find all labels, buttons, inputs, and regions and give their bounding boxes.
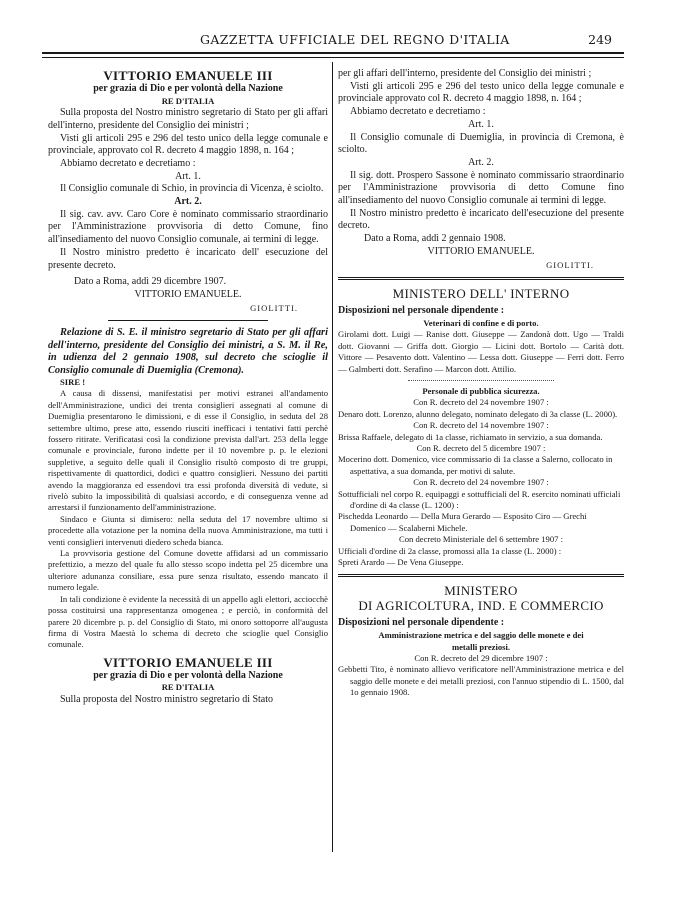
vet-text: Girolami dott. Luigi — Ranise dott. Giuseppe — Zandonà dott. Ugo — Traldi dott. Giovanni — Griffa dott. Giorgio — Licini dott. Bortolo — Carità dott. Vittore — Pesavento dott. Valentino — Lessa dott. Giuseppe — Ferri dott. Ferro — Galmberti dott. Serafino — Marcon dott. Attilio. bbox=[338, 329, 624, 374]
gazette-title: GAZZETTA UFFICIALE DEL REGNO D'ITALIA bbox=[200, 32, 510, 47]
ps-decree1: Con R. decreto del 24 novembre 1907 : bbox=[413, 397, 549, 408]
agri-heading2: DI AGRICOLTURA, IND. E COMMERCIO bbox=[358, 598, 604, 614]
agri-heading1: MINISTERO bbox=[444, 583, 518, 599]
agri-section: Amministrazione metrica e del saggio delle monete e dei metalli preziosi. bbox=[378, 630, 584, 652]
rdecree-p2: Visti gli articoli 295 e 296 del testo unico della legge comunale e provinciale approvato col R. decreto 4 maggio 1898, n. 164 ; bbox=[338, 80, 624, 105]
ps-title: Personale di pubblica sicurezza. bbox=[422, 385, 540, 396]
page-number: 249 bbox=[588, 32, 612, 47]
ps-decree3: Con R. decreto del 5 dicembre 1907 : bbox=[416, 443, 546, 454]
report-p4: In tali condizione è evidente la necessità di un appello agli elettori, acciocchè possa costituirsi una rappresentanza omogenea ; e perciò, in conformità del parere 20 dicembre p. p. del Consiglio di Stato, mi onoro sottoporre all'augusta firma di Vostra Maestà lo schema di decreto che scioglie quel Consiglio comunale. bbox=[48, 593, 328, 650]
ps-decree2: Con R. decreto del 14 novembre 1907 : bbox=[413, 420, 549, 431]
decree1-re: RE D'ITALIA bbox=[161, 95, 215, 106]
interno-sub: Disposizioni nel personale dipendente : bbox=[338, 305, 505, 317]
decree2-p1: Sulla proposta del Nostro ministro segretario di Stato bbox=[60, 693, 274, 705]
rdecree-art2: Art. 2. bbox=[468, 156, 494, 168]
ps-decree4-names: Pischedda Leonardo — Della Mura Gerardo — Esposito Ciro — Grechi Domenico — Scalaberni Michele. bbox=[338, 511, 587, 533]
section-double-rule bbox=[338, 277, 624, 280]
ps-decree5-text: Ufficiali d'ordine di 2a classe, promossi alla 1a classe (L. 2000) : bbox=[338, 545, 562, 556]
ps-decree5-names: Spreti Arardo — De Vena Giuseppe. bbox=[338, 557, 464, 568]
agri-decree1: Con R. decreto del 29 dicembre 1907 : bbox=[414, 653, 548, 663]
decree1-grace: per grazia di Dio e per volontà della Nazione bbox=[93, 83, 283, 94]
rdecree-countersign: GIOLITTI. bbox=[546, 259, 594, 270]
decree1-signature: VITTORIO EMANUELE. bbox=[134, 288, 242, 300]
agri-sub: Disposizioni nel personale dipendente : bbox=[338, 617, 505, 629]
decree1-p5: Il sig. cav. avv. Caro Core è nominato commissario straordinario per l'Amministrazione provvisoria di detto Comune, fino all'insediamento del nuovo Consiglio comunale, ai termini di legge. bbox=[48, 208, 328, 246]
ps-decree1-text: Denaro dott. Lorenzo, alunno delegato, nominato delegato di 3a classe (L. 2000). bbox=[338, 408, 618, 419]
decree1-p1: Sulla proposta del Nostro ministro segretario di Stato per gli affari dell'interno, presidente del Consiglio dei ministri ; bbox=[48, 107, 328, 131]
rdecree-p1: per gli affari dell'interno, presidente del Consiglio dei ministri ; bbox=[338, 68, 592, 79]
decree1-date: Dato a Roma, addì 29 dicembre 1907. bbox=[74, 276, 227, 288]
report-p3: La provvisoria gestione del Comune dovette affidarsi ad un commissario prefettizio, a mezzo del quale fu allo stesso scopo indetta pel 25 dicembre una ulteriore adunanza consiliare, essa pure senza risultato, essendo mancato il numero legale. bbox=[48, 548, 328, 593]
dotted-divider bbox=[408, 380, 554, 381]
rdecree-p3: Abbiamo decretato e decretiamo : bbox=[350, 106, 486, 118]
interno-heading: MINISTERO DELL' INTERNO bbox=[392, 286, 570, 302]
rdecree-p5: Il sig. dott. Prospero Sassone è nominato commissario straordinario per l'Amministrazione provvisoria di detto Comune fino all'insediamento del nuovo Consiglio comunale ai termini di legge. bbox=[338, 169, 624, 207]
decree2-grace: per grazia di Dio e per volontà della Nazione bbox=[93, 669, 283, 681]
rdecree-p4: Il Consiglio comunale di Duemiglia, in provincia di Cremona, è sciolto. bbox=[338, 131, 624, 156]
ps-decree4: Con R. decreto del 24 novembre 1907 : bbox=[413, 477, 549, 488]
decree1-p6: Il Nostro ministro predetto è incaricato dell' esecuzione del presente decreto. bbox=[48, 246, 328, 271]
ps-decree4-text: Sottufficiali nel corpo R. equipaggi e sottufficiali del R. esercito nominati ufficiali d'ordine di 4a classe (L. 1200) : bbox=[338, 488, 621, 511]
decree1-p4: Il Consiglio comunale di Schio, in provincia di Vicenza, è sciolto. bbox=[60, 183, 324, 195]
decree1-countersign: GIOLITTI. bbox=[250, 302, 298, 313]
report-sire: SIRE ! bbox=[60, 376, 86, 387]
column-divider bbox=[332, 62, 333, 852]
right-column bbox=[338, 68, 624, 699]
report-p2: Sindaco e Giunta si dimisero: nella seduta del 17 novembre ultimo si procedette alla votazione per la nomina della nuova Amministrazione, ma tutti i venti consiglieri intervenuti diedero scheda bianca. bbox=[48, 513, 328, 547]
report-p1: A causa di dissensi, manifestatisi per motivi estranei all'andamento dell'Amministrazione, undici dei trenta consiglieri assegnati al comune di Duemiglia presentarono le dimissioni, e di esse il Consiglio, in seduta del 28 settembre ultimo, prese atto, essendo riusciti inefficaci i tentativi fatti perchè fossero ritirate. Verificatasi così la condizione prevista dall'art. 253 della legge comunale e provinciale, furono indette per il 10 novembre p. p. le elezioni suppletive, a seguito delle quali il Consiglio risultò composto di tre gruppi, rispettivamente di quattordici, dodici e quattro consiglieri. Nessuno dei partiti avendo la maggioranza ed essendovi tra essi profonda diversità di vedute, si rivelò subito la impossibilità di qualsiasi accordo, e di conseguenza venne ad arrestarsi il funzionamento dell'amministrazione. bbox=[48, 388, 328, 513]
rdecree-p6: Il Nostro ministro predetto è incaricato dell'esecuzione del presente decreto. bbox=[338, 207, 624, 232]
vet-title: Veterinari di confine e di porto. bbox=[423, 317, 539, 328]
left-column bbox=[48, 68, 328, 707]
header-rule-top bbox=[42, 52, 624, 54]
rdecree-art1: Art. 1. bbox=[468, 118, 494, 130]
rdecree-signature: VITTORIO EMANUELE. bbox=[427, 245, 535, 257]
decree2-re: RE D'ITALIA bbox=[161, 682, 215, 693]
header-rule-bottom bbox=[42, 57, 624, 58]
rdecree-date: Dato a Roma, addì 2 gennaio 1908. bbox=[364, 233, 506, 245]
decree1-p2: Visti gli articoli 295 e 296 del testo unico della legge comunale e provinciale, approvato col R. decreto 4 maggio 1898, n. 164 ; bbox=[48, 132, 328, 157]
decree2-king: VITTORIO EMANUELE III bbox=[103, 654, 273, 670]
ps-decree2-text: Brissa Raffaele, delegato di 1a classe, richiamato in servizio, a sua domanda. bbox=[338, 431, 603, 442]
section-double-rule-2 bbox=[338, 574, 624, 577]
decree1-king: VITTORIO EMANUELE III bbox=[103, 68, 273, 83]
decree1-art2: Art. 2. bbox=[174, 196, 202, 208]
decree1-art1: Art. 1. bbox=[175, 170, 201, 182]
decree1-p3: Abbiamo decretato e decretiamo : bbox=[60, 157, 196, 169]
ps-decree3-text: Mocerino dott. Domenico, vice commissario di 1a classe a Salerno, collocato in aspettativa, a sua domanda, per motivi di salute. bbox=[338, 454, 613, 476]
report-heading: Relazione di S. E. il ministro segretario di Stato per gli affari dell'interno, presidente del Consiglio dei ministri, a S. M. il Re, in udienza del 2 gennaio 1908, sul decreto che scioglie il Consiglio comunale di Duemiglia (Cremona). bbox=[48, 327, 328, 376]
page-header bbox=[40, 30, 620, 50]
ps-decree5: Con decreto Ministeriale del 6 settembre 1907 : bbox=[399, 534, 563, 545]
section-divider bbox=[108, 320, 268, 321]
agri-decree1-text: Gebbetti Tito, è nominato allievo verificatore nell'Amministrazione metrica e del saggio delle monete e dei metalli preziosi, con l'annuo stipendio di L. 1500, dal 1o gennaio 1908. bbox=[338, 664, 624, 698]
